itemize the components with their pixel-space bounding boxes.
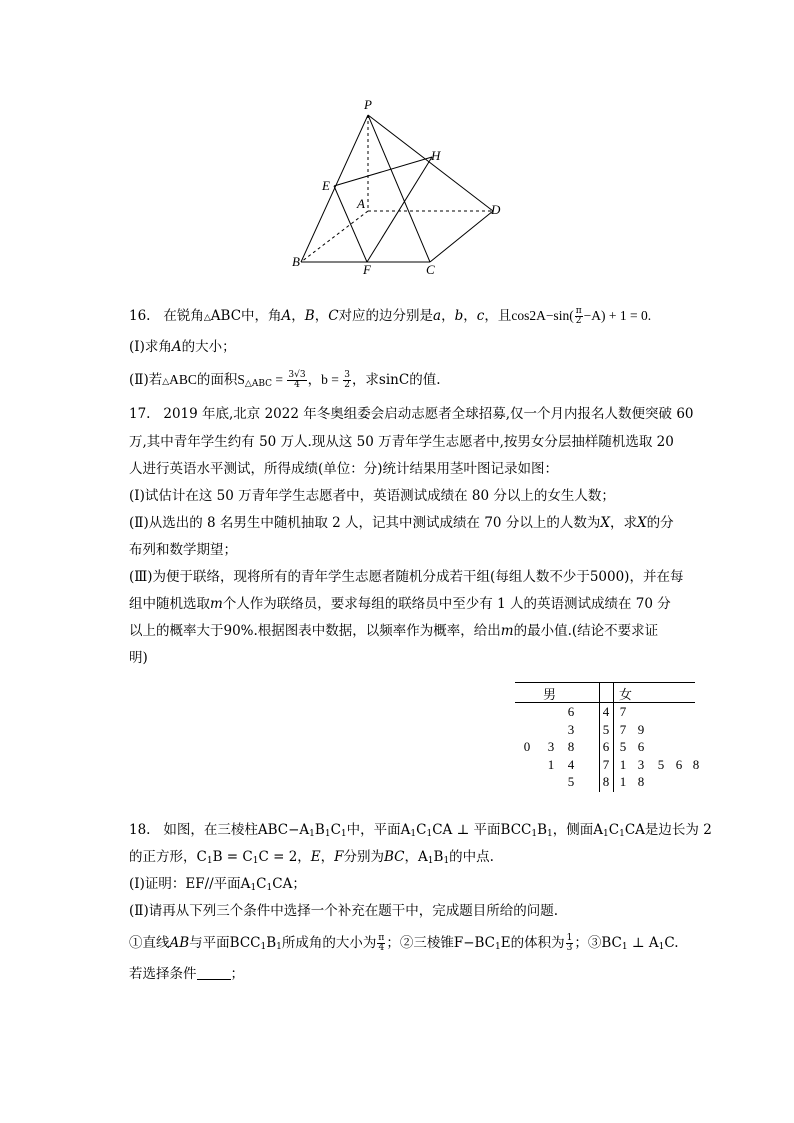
q18-var: BC [384,849,405,865]
q18-text: E的体积为 [500,935,565,951]
q16-var: A [281,308,292,324]
q18-text: CA ⊥ 平面BCC [432,822,532,838]
q18-text: ，A [404,849,428,865]
q18-text: ；②三棱锥F−BC [386,935,496,951]
fraction [377,934,385,953]
q17-text: (Ⅱ)从选出的 8 名男生中随机抽取 2 人，记其中测试成绩在 70 分以上的人数为 [129,515,601,531]
male-leaf: 1 [547,756,555,772]
stem-leaf-plot [515,680,700,792]
pyramid-diagram [280,90,520,280]
q18-text: 所成角的大小为 [281,935,377,951]
q16-text: (Ⅱ)若 [129,372,163,388]
q16-text: ， [441,308,455,324]
table-top-rule [515,682,695,683]
q17-text: 的分 [646,515,674,531]
q16-var: a [433,308,442,324]
female-leaf: 1 [619,756,627,772]
female-header: 女 [619,687,633,702]
q18-text: CA是边长为 2 [624,822,712,838]
q16-text: ， [463,308,477,324]
q16-text: 在锐角 [163,308,204,324]
pyramid-figure [280,90,520,280]
q18-text: 若选择条件 [129,966,197,982]
q16-number: 16. [129,308,151,324]
subscript: 1 [495,942,501,952]
q16-part2 [129,369,441,395]
q18-line1 [129,819,712,845]
q18-var: AB [169,935,190,951]
q18-text: CA； [272,876,306,892]
stem-value: 4 [602,704,610,719]
q16-text: ， [291,308,305,324]
q17-var: m [210,596,223,612]
female-leaf: 6 [675,756,683,772]
male-leaf: 4 [567,756,575,772]
stem-value: 5 [602,721,610,737]
female-leaf: 5 [619,739,627,754]
frac-denominator: 4 [294,380,300,390]
q16-stem [129,305,651,329]
stem-divider-right [613,682,614,792]
q18-text: B [266,935,277,951]
triangle-icon: △ [162,377,170,387]
fraction [566,934,574,953]
q18-text: ⊥ A [627,935,659,951]
q16-equation: cos2A−sin( [511,308,574,323]
q17-text: 2019 年底,北京 2022 年冬奥组委会启动志愿者全球招募,仅一个月内报名人数便突破 60 [163,406,694,422]
q18-var: F [334,849,344,865]
q18-text: ①直线 [129,935,170,951]
q17-part3-line1: (Ⅲ)为便于联络，现将所有的青年学生志愿者随机分成若干组(每组人数不少于5000)，并在每 [129,569,684,585]
fraction [343,371,351,390]
q16-var: b [454,308,464,324]
q18-var: E [310,849,321,865]
subscript: 1 [266,883,273,893]
q17-part3-line3 [129,620,658,642]
subscript: 1 [410,829,417,839]
male-leaf: 3 [567,721,575,737]
q17-part2-line2: 布列和数学期望； [129,542,237,558]
answer-blank[interactable] [197,965,231,980]
subscript: 1 [426,829,433,839]
q16-var: c [476,308,485,324]
q18-line2 [129,846,494,872]
vertex-label-E: E [322,178,330,193]
subscript: 1 [603,829,609,839]
male-leaf: 8 [567,739,575,754]
subscript: 1 [547,829,553,839]
edge-HF [367,157,432,262]
q17-text: 个人作为联络员，要求每组的联络员中至少有 1 人的英语测试成绩在 70 分 [222,596,671,612]
q18-text: 分别为 [343,849,385,865]
subscript: 1 [619,829,625,839]
subscript: △ABC [244,379,273,389]
q17-text: (结论不要求证 [571,623,659,639]
subscript: 1 [309,829,315,839]
frac-denominator: 2 [344,380,350,390]
female-leaf: 6 [637,739,645,754]
q18-text: 中，平面A [346,822,411,838]
vertex-label-D: D [491,202,501,217]
q18-text: ， [320,849,335,865]
q18-text: C [416,822,427,838]
subscript: 1 [443,856,450,866]
female-leaf: 8 [637,774,645,789]
q18-text: B [314,822,325,838]
stem-value: 8 [602,774,610,789]
female-leaf: 7 [619,721,627,737]
q18-conditions [129,932,679,958]
subscript: 1 [250,883,257,893]
edge-PC [368,115,430,262]
q18-text: C. [664,935,679,951]
q17-part1: (Ⅰ)试估计在这 50 万青年学生志愿者中，英语测试成绩在 80 分以上的女生人数； [129,488,615,504]
q18-text: ；③BC [574,935,622,951]
edge-CD [430,211,493,262]
male-leaf: 0 [523,739,531,754]
subscript: 1 [427,856,434,866]
female-leaf: 3 [637,756,645,772]
q17-line1 [129,403,694,425]
subscript: 1 [206,856,213,866]
vertex-label-C: C [426,262,435,277]
subscript: 1 [621,942,628,952]
q18-text: (Ⅰ)证明：EF//平面A [129,876,251,892]
frac-denominator: 2 [575,316,582,326]
female-leaf: 8 [692,756,700,772]
q18-text: 的正方形，C [129,849,207,865]
vertex-label-P: P [364,97,372,112]
q18-text: B [433,849,444,865]
frac-numerator: π [378,933,385,943]
q18-text: C [330,822,341,838]
q18-text: C [608,822,620,838]
q18-text: 与平面BCC [189,935,261,951]
male-leaf: 3 [547,739,555,754]
subscript: 1 [252,856,259,866]
male-leaf: 5 [567,774,575,789]
q18-text: ，侧面A [552,822,604,838]
subscript: 1 [340,829,347,839]
frac-numerator: 3√3 [288,370,306,380]
q17-var: X [600,515,610,531]
female-leaf: 1 [619,774,627,789]
q17-var: m [500,623,514,639]
q17-number: 17. [129,406,151,422]
q16-var: B [304,308,315,324]
fraction [575,307,583,326]
q17-part2 [129,512,674,534]
q18-choice-line [129,963,244,985]
triangle-icon: △ [203,313,211,323]
q18-number: 18. [129,822,151,838]
q18-text: C = 2， [258,849,311,865]
q17-var: X [636,515,647,531]
edge-AB-hidden [301,211,368,262]
table-header-rule [515,702,695,703]
q16-text: = [272,372,287,387]
subscript: 1 [276,942,282,952]
female-leaf: 9 [637,721,645,737]
q17-text: 以上的概率大于90%.根据图表中数据，以频率作为概率，给出 [129,623,501,639]
vertex-label-H: H [431,148,441,163]
vertex-label-B: B [292,254,300,269]
frac-numerator: π [575,306,582,316]
frac-denominator: 3 [566,943,573,953]
q17-part3-line4: 明) [129,650,148,666]
q17-line2: 万,其中青年学生约有 50 万人.现从这 50 万青年学生志愿者中,按男女分层抽样随机选取 20 [129,434,674,450]
q16-text: ABC的面积S [169,372,245,387]
q18-text: B [537,822,548,838]
q16-text: (Ⅰ)求角 [129,339,172,355]
q18-text: C [256,876,267,892]
edge-PD [368,115,493,211]
q16-text: ，且 [484,308,512,324]
stem-value: 6 [602,739,610,754]
q18-part1 [129,873,306,899]
q16-text: ， [314,308,329,324]
female-leaf: 7 [619,704,627,719]
frac-numerator: 1 [566,933,573,943]
q17-text: 组中随机选取 [129,596,210,612]
vertex-label-A: A [357,196,365,211]
q16-text: ，求sinC的值. [351,372,441,388]
q17-text: 的最小值. [513,623,572,639]
subscript: 1 [531,829,538,839]
fraction [287,371,306,390]
q16-text: 的大小； [181,339,236,355]
q17-line3: 人进行英语水平测试，所得成绩(单位：分)统计结果用茎叶图记录如图： [129,461,559,477]
q18-part2: (Ⅱ)请再从下列三个条件中选择一个补充在题干中，完成题目所给的问题. [129,903,558,919]
q16-text: 对应的边分别是 [338,308,434,324]
q18-text: 的中点. [449,849,494,865]
frac-numerator: 3 [344,370,350,380]
q17-text: ，求 [609,515,637,531]
male-leaf: 6 [567,704,575,719]
frac-denominator: 4 [378,943,385,953]
subscript: 1 [260,942,267,952]
q16-part1 [129,336,236,358]
subscript: 1 [658,942,665,952]
q16-var: A [171,339,182,355]
male-header: 男 [543,687,557,702]
q16-text: ，b = [307,372,343,387]
q16-var: C [328,308,339,324]
q18-text: ； [230,966,244,982]
female-leaf: 5 [657,756,665,772]
stem-value: 7 [602,756,610,772]
q17-part3-line2 [129,593,671,615]
q18-text: 如图，在三棱柱ABC−A [163,822,310,838]
q18-text: B = C [212,849,253,865]
q16-text: ABC中，角 [210,308,282,324]
subscript: 1 [324,829,331,839]
q16-equation: −A) + 1 = 0. [583,308,652,323]
vertex-label-F: F [363,262,371,277]
